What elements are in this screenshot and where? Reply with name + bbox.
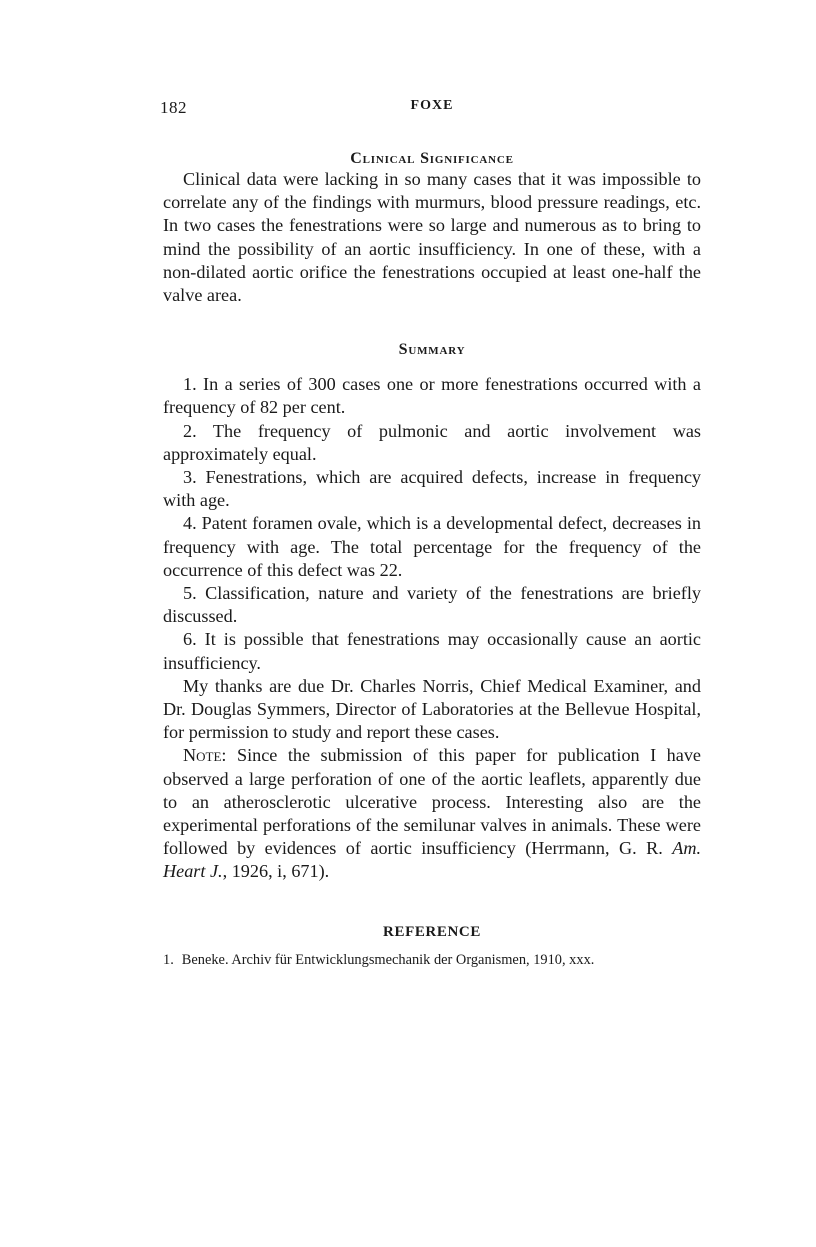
summary-item: 3. Fenestrations, which are acquired defects, increase in frequency with age.	[163, 467, 701, 511]
page-content	[160, 96, 701, 969]
journal-title: Am. Heart J.	[163, 838, 701, 882]
reference-text: Beneke. Archiv für Entwicklungsmechanik der Organismen, 1910, xxx.	[181, 951, 595, 968]
reference-number: 1.	[163, 951, 174, 968]
clinical-significance-heading: Clinical Significance	[350, 150, 514, 167]
page-number: 182	[160, 98, 187, 117]
clinical-significance-paragraph: Clinical data were lacking in so many cases that it was impossible to correlate any of the findings with murmurs, blood pressure readings, etc. In two cases the fenestrations were so large and numerous as to bring to mind the possibility of an aortic insufficiency. In one of these, with a non-dilated aortic orifice the fenestrations occupied at least one-half the valve area.	[163, 169, 701, 306]
note-label: Note:	[183, 745, 227, 766]
reference-heading: REFERENCE	[383, 923, 481, 940]
running-head	[160, 96, 701, 122]
running-title-author: FOXE	[410, 98, 454, 113]
summary-item: 4. Patent foramen ovale, which is a developmental defect, decreases in frequency with age. The total percentage for the frequency of the occurrence of this defect was 22.	[163, 513, 701, 580]
citation-details: , 1926, i, 671).	[222, 861, 330, 882]
summary-item: 2. The frequency of pulmonic and aortic involvement was approximately equal.	[163, 420, 701, 464]
note-paragraph	[163, 744, 701, 883]
acknowledgement-paragraph: My thanks are due Dr. Charles Norris, Chief Medical Examiner, and Dr. Douglas Symmers, Director of Laboratories at the Bellevue Hospital, for permission to study and report these cases.	[163, 675, 701, 743]
reference-entry	[163, 951, 701, 969]
summary-item: 5. Classification, nature and variety of the fenestrations are briefly discussed.	[163, 583, 701, 627]
summary-list	[163, 373, 701, 675]
summary-item: 1. In a series of 300 cases one or more fenestrations occurred with a frequency of 82 per cent.	[163, 374, 701, 418]
summary-item: 6. It is possible that fenestrations may occasionally cause an aortic insufficiency.	[163, 629, 701, 673]
note-text: Since the submission of this paper for publication I have observed a large perforation of one of the aortic leaflets, apparently due to an atherosclerotic ulcerative process. Interesting also are the experimental perforations of the semilunar valves in animals. These were followed by evidences of aortic insufficiency (Herrmann, G. R.	[163, 745, 701, 859]
summary-heading: Summary	[398, 341, 466, 359]
